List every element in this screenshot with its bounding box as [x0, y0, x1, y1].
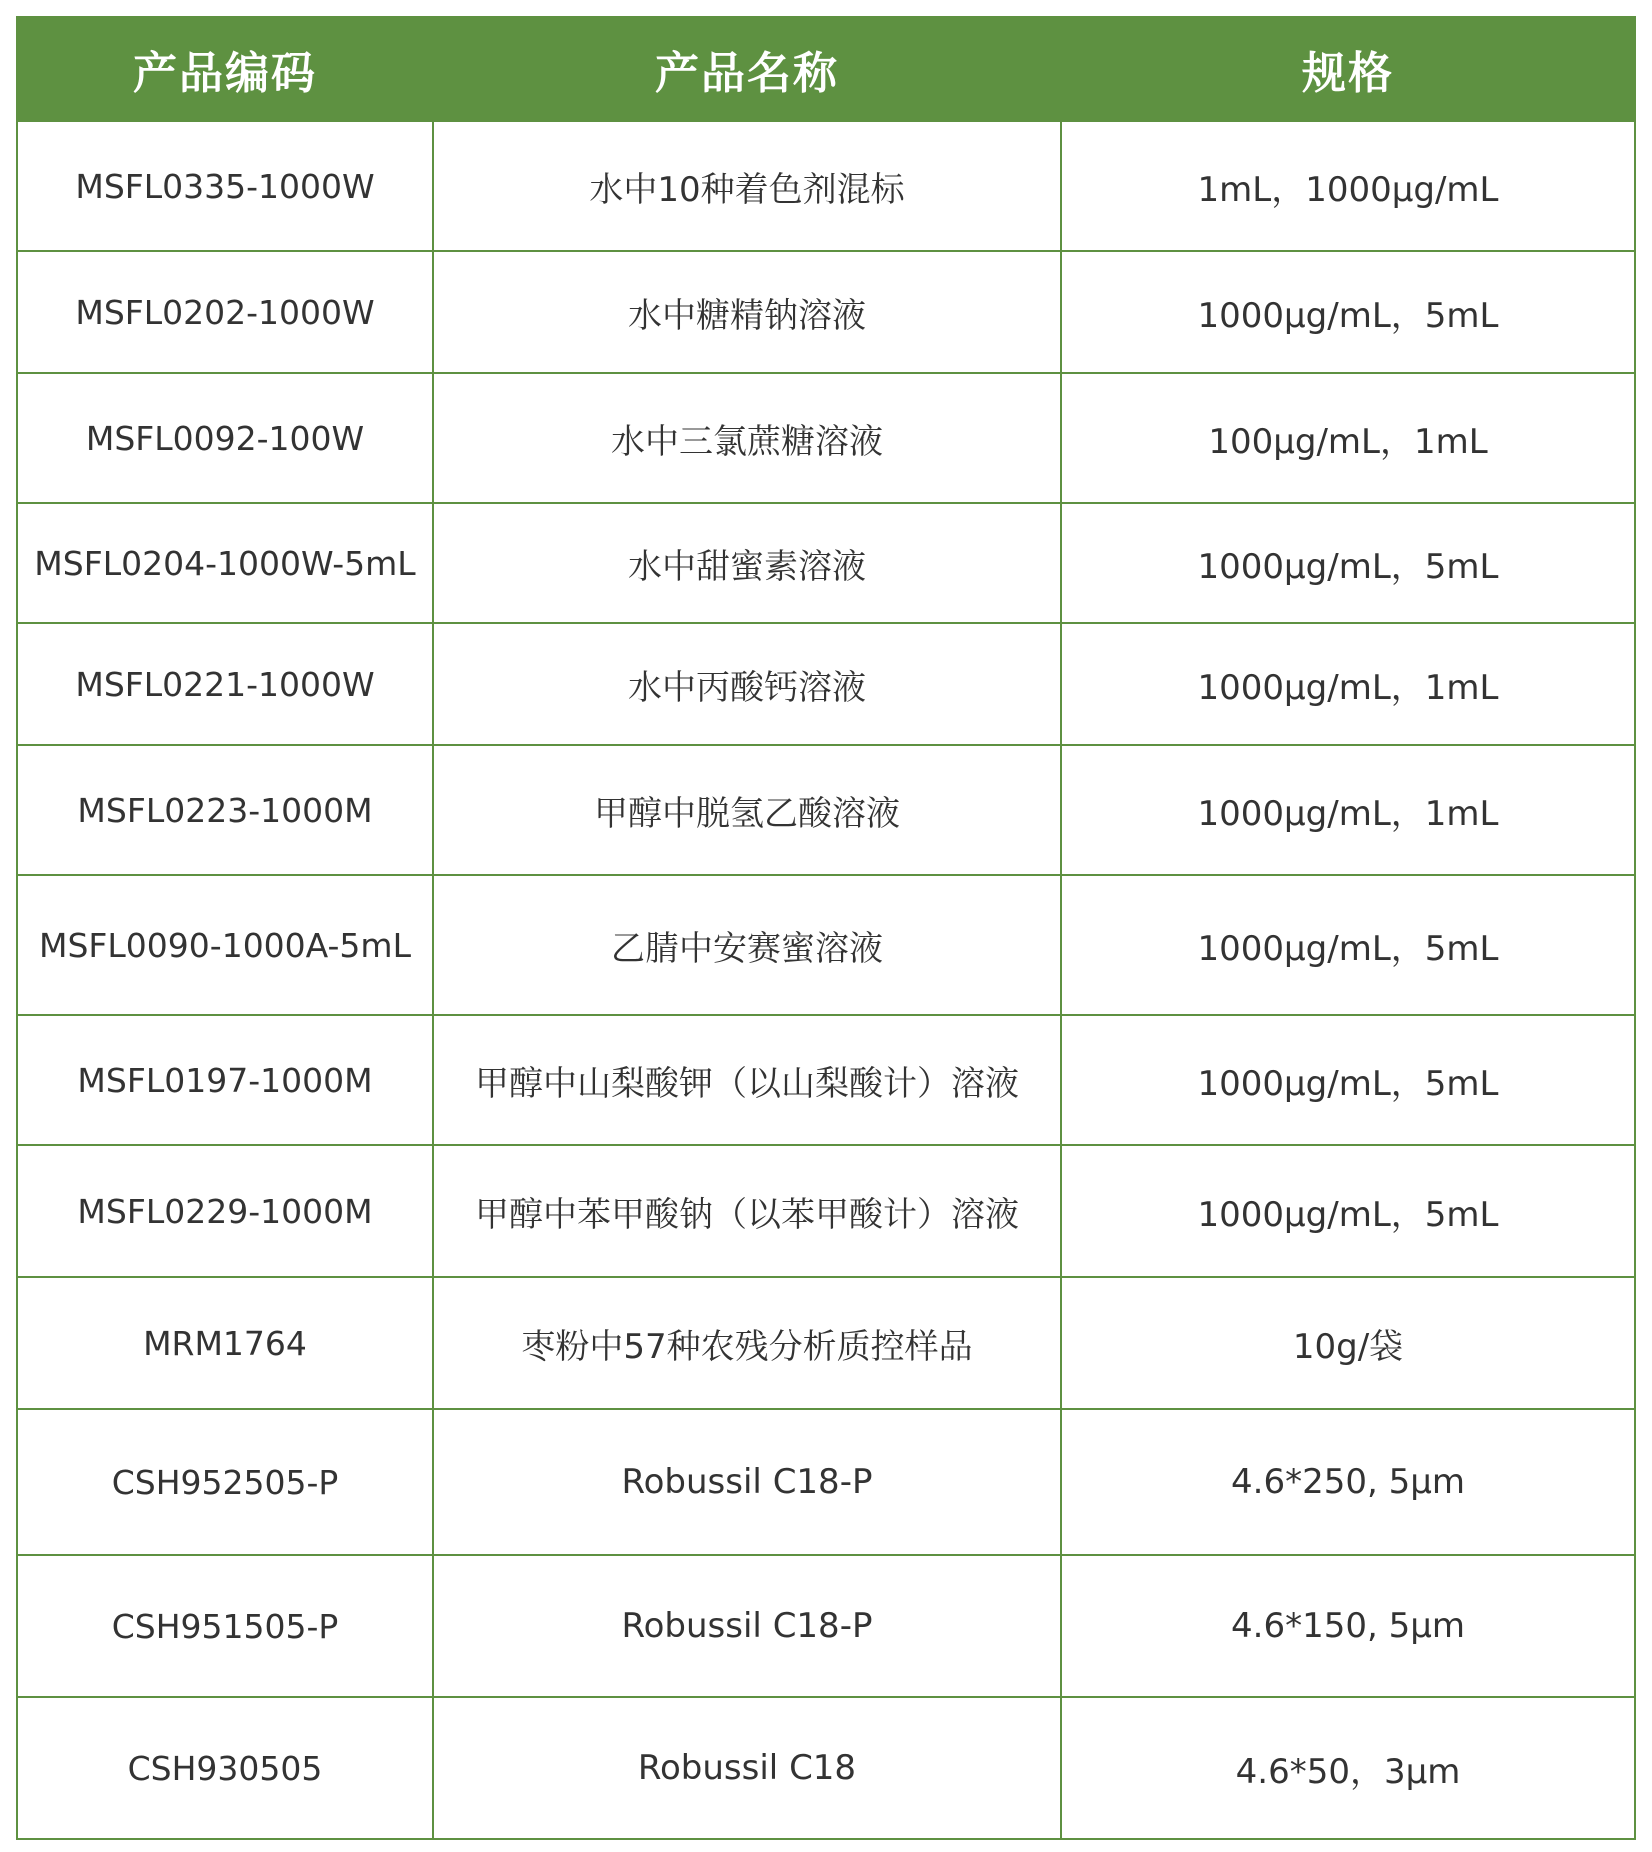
table-body: [17, 121, 1635, 1839]
product-name-cell: 水中10种着色剂混标: [433, 121, 1061, 251]
product-name-cell: 甲醇中山梨酸钾（以山梨酸计）溶液: [433, 1015, 1061, 1145]
product-name-cell: 水中甜蜜素溶液: [433, 503, 1061, 623]
table-row: [17, 121, 1635, 251]
product-name-cell: Robussil C18-P: [433, 1409, 1061, 1555]
product-code-cell: MSFL0090-1000A-5mL: [17, 875, 433, 1015]
product-name-cell: 水中三氯蔗糖溶液: [433, 373, 1061, 503]
table-row: [17, 745, 1635, 875]
product-code-cell: MSFL0092-100W: [17, 373, 433, 503]
product-code-cell: MRM1764: [17, 1277, 433, 1409]
specification-cell: 4.6*150, 5μm: [1061, 1555, 1635, 1697]
table-row: [17, 1277, 1635, 1409]
table-row: [17, 503, 1635, 623]
product-name-cell: Robussil C18-P: [433, 1555, 1061, 1697]
specification-cell: 1000μg/mL，5mL: [1061, 1145, 1635, 1277]
table-row: [17, 623, 1635, 745]
specification-cell: 1000μg/mL，5mL: [1061, 251, 1635, 373]
specification-cell: 1mL，1000μg/mL: [1061, 121, 1635, 251]
product-code-cell: MSFL0335-1000W: [17, 121, 433, 251]
specification-cell: 4.6*50，3μm: [1061, 1697, 1635, 1839]
product-name-cell: 甲醇中苯甲酸钠（以苯甲酸计）溶液: [433, 1145, 1061, 1277]
table-row: [17, 875, 1635, 1015]
table-row: [17, 373, 1635, 503]
specification-cell: 100μg/mL，1mL: [1061, 373, 1635, 503]
product-code-cell: CSH952505-P: [17, 1409, 433, 1555]
table-row: [17, 1145, 1635, 1277]
product-code-cell: CSH951505-P: [17, 1555, 433, 1697]
table-row: [17, 251, 1635, 373]
specification-cell: 4.6*250, 5μm: [1061, 1409, 1635, 1555]
product-name-cell: 乙腈中安赛蜜溶液: [433, 875, 1061, 1015]
product-code-cell: MSFL0197-1000M: [17, 1015, 433, 1145]
table-row: [17, 1409, 1635, 1555]
header-product-name: 产品名称: [433, 17, 1061, 121]
specification-cell: 10g/袋: [1061, 1277, 1635, 1409]
header-product-code: 产品编码: [17, 17, 433, 121]
product-code-cell: MSFL0202-1000W: [17, 251, 433, 373]
product-code-cell: MSFL0229-1000M: [17, 1145, 433, 1277]
table-row: [17, 1015, 1635, 1145]
specification-cell: 1000μg/mL，1mL: [1061, 745, 1635, 875]
product-name-cell: 枣粉中57种农残分析质控样品: [433, 1277, 1061, 1409]
product-table: [16, 16, 1636, 1840]
product-name-cell: 甲醇中脱氢乙酸溶液: [433, 745, 1061, 875]
specification-cell: 1000μg/mL，5mL: [1061, 875, 1635, 1015]
table-row: [17, 1697, 1635, 1839]
product-name-cell: 水中丙酸钙溶液: [433, 623, 1061, 745]
product-code-cell: MSFL0204-1000W-5mL: [17, 503, 433, 623]
product-code-cell: CSH930505: [17, 1697, 433, 1839]
product-code-cell: MSFL0221-1000W: [17, 623, 433, 745]
table-header: [17, 17, 1635, 121]
specification-cell: 1000μg/mL，5mL: [1061, 503, 1635, 623]
table-row: [17, 1555, 1635, 1697]
specification-cell: 1000μg/mL，5mL: [1061, 1015, 1635, 1145]
header-row: [17, 17, 1635, 121]
product-name-cell: Robussil C18: [433, 1697, 1061, 1839]
header-specification: 规格: [1061, 17, 1635, 121]
product-code-cell: MSFL0223-1000M: [17, 745, 433, 875]
specification-cell: 1000μg/mL，1mL: [1061, 623, 1635, 745]
product-name-cell: 水中糖精钠溶液: [433, 251, 1061, 373]
